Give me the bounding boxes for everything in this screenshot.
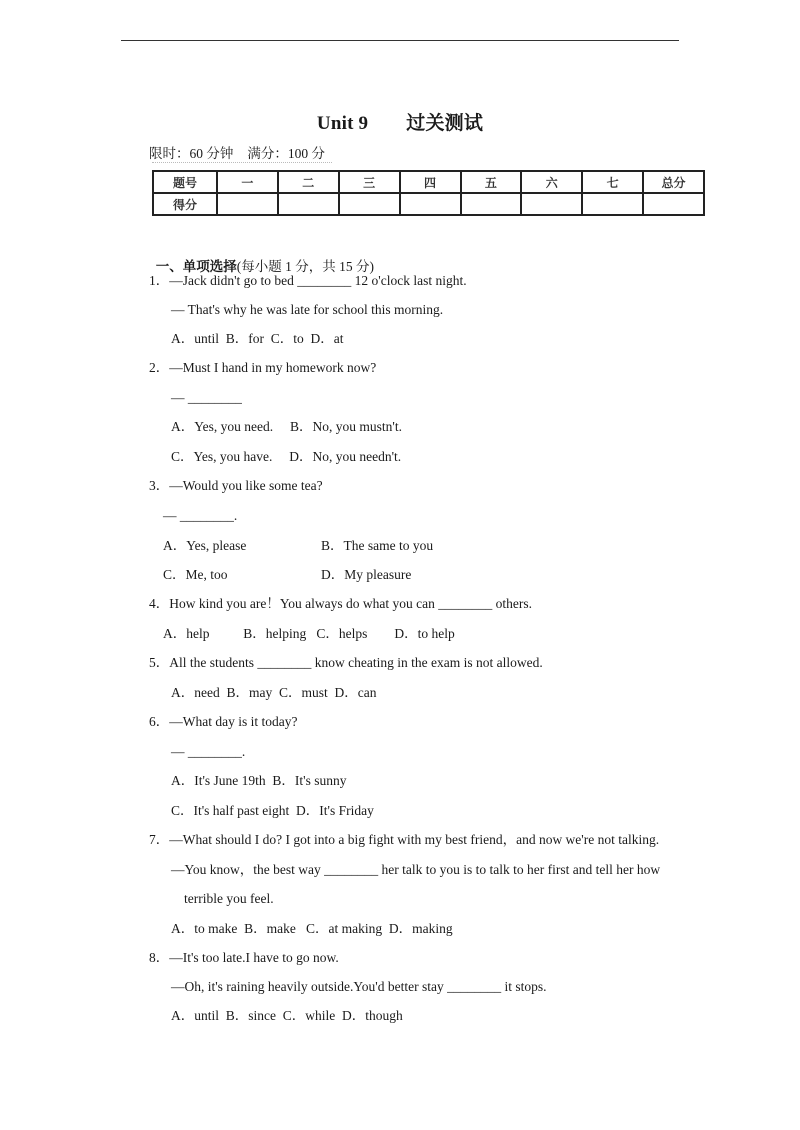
question-8-reply: —Oh, it's raining heavily outside.You'd better stay ________ it stops. [171, 979, 547, 994]
score-header-cell: 二 [278, 171, 339, 193]
question-7-reply-cont: terrible you feel. [184, 891, 274, 906]
score-header-cell: 一 [217, 171, 278, 193]
score-cell [339, 193, 400, 215]
score-header-cell: 六 [521, 171, 582, 193]
score-cell [461, 193, 522, 215]
section-heading [149, 243, 374, 275]
question-4-options: A．help B．helping C．helps D．to help [163, 626, 455, 641]
score-cell [582, 193, 643, 215]
question-5-options: A．need B．may C．must D．can [171, 685, 377, 700]
title-unit: Unit 9 [316, 113, 369, 134]
question-3-option-c: C．Me, too [163, 567, 228, 582]
question-2-options-ab: A．Yes, you need. B．No, you mustn't. [171, 419, 402, 434]
question-8-stem: 8．—It's too late.I have to go now. [149, 950, 339, 965]
question-6-stem: 6．—What day is it today? [149, 714, 298, 729]
question-1-options: A．until B．for C．to D．at [171, 331, 344, 346]
question-1-stem: 1．—Jack didn't go to bed ________ 12 o'clock last night. [149, 273, 467, 288]
question-3-reply: — ________. [163, 508, 238, 523]
question-3-option-b: B．The same to you [321, 538, 434, 553]
question-6-options-ab: A．It's June 19th B．It's sunny [171, 773, 347, 788]
question-2-options-cd: C．Yes, you have. D．No, you needn't. [171, 449, 402, 464]
score-table-header-row [153, 171, 704, 193]
question-7-stem: 7．—What should I do? I got into a big fight with my best friend，and now we're not talking. [149, 832, 660, 847]
full-score: 满分：100 分 [247, 146, 325, 161]
question-5-stem: 5．All the students ________ know cheating in the exam is not allowed. [149, 655, 543, 670]
question-6-reply: — ________. [171, 744, 246, 759]
section-note: (每小题 1 分，共 15 分) [236, 259, 374, 274]
score-row-label: 得分 [153, 193, 217, 215]
score-table [152, 170, 705, 216]
score-header-cell: 四 [400, 171, 461, 193]
title-text: 过关测试 [406, 113, 484, 134]
page-title [0, 108, 800, 135]
question-1-reply: — That's why he was late for school this morning. [171, 302, 444, 317]
score-header-cell: 五 [461, 171, 522, 193]
exam-meta [149, 142, 325, 162]
question-2-stem: 2．—Must I hand in my homework now? [149, 360, 377, 375]
question-7-reply: —You know，the best way ________ her talk to you is to talk to her first and tell her how [171, 862, 661, 877]
faint-divider [152, 162, 332, 169]
question-3-option-a: A．Yes, please [163, 538, 247, 553]
score-cell [643, 193, 704, 215]
question-2-reply: — ________ [171, 390, 242, 405]
section-title: 一、单项选择 [155, 259, 237, 274]
question-8-options: A．until B．since C．while D．though [171, 1008, 403, 1023]
score-header-cell: 题号 [153, 171, 217, 193]
question-7-options: A．to make B．make C．at making D．making [171, 921, 453, 936]
score-cell [278, 193, 339, 215]
score-table-score-row [153, 193, 704, 215]
time-limit: 限时：60 分钟 [149, 146, 234, 161]
question-6-options-cd: C．It's half past eight D．It's Friday [171, 803, 374, 818]
question-3-option-d: D．My pleasure [321, 567, 412, 582]
score-header-cell: 七 [582, 171, 643, 193]
score-cell [400, 193, 461, 215]
score-header-cell: 三 [339, 171, 400, 193]
question-3-stem: 3．—Would you like some tea? [149, 478, 323, 493]
score-cell [217, 193, 278, 215]
score-cell [521, 193, 582, 215]
score-header-cell: 总分 [643, 171, 704, 193]
question-4-stem: 4．How kind you are！You always do what you can ________ others. [149, 596, 532, 611]
header-rule [121, 40, 679, 41]
